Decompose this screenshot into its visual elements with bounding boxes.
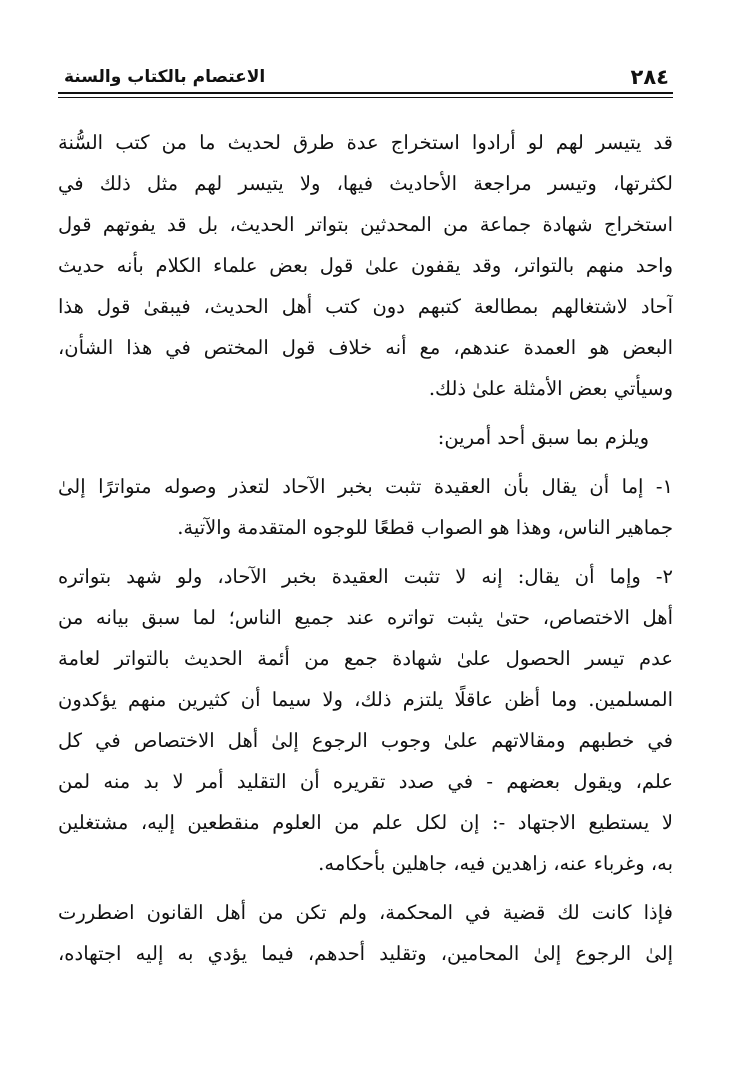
text-line: جماهير الناس، وهذا هو الصواب قطعًا للوجوه المتقدمة والآتية. [177, 516, 673, 539]
text-line: واحد منهم بالتواتر، وقد يقفون علىٰ قول بعض علماء الكلام بأنه حديث [58, 254, 673, 277]
text-line: أهل الاختصاص، حتىٰ يثبت تواتره عند جميع الناس؛ لما سبق بيانه من [58, 606, 673, 629]
text-line: إلىٰ الرجوع إلىٰ المحامين، وتقليد أحدهم، فيما يؤدي به إليه اجتهاده، [58, 942, 673, 965]
paragraph-3 [58, 466, 673, 548]
paragraph-1 [58, 122, 673, 409]
text-line: المسلمين. وما أظن عاقلًا يلتزم ذلك، ولا سيما أن كثيرين منهم يؤكدون [58, 688, 673, 711]
paragraph-2 [58, 417, 673, 458]
header-rule [58, 92, 673, 94]
text-line: علم، ويقول بعضهم - في صدد تقريره أن التقليد أمر لا بد منه لمن [58, 770, 673, 793]
text-line: ويلزم بما سبق أحد أمرين: [437, 426, 649, 449]
text-line: لكثرتها، وتيسر مراجعة الأحاديث فيها، ولا يتيسر لهم مثل ذلك في [58, 172, 673, 195]
text-line: لا يستطيع الاجتهاد -: إن لكل علم من العلوم منقطعين إليه، مشتغلين [58, 811, 673, 834]
running-title: الاعتصام بالكتاب والسنة [64, 67, 266, 87]
text-line: ٢- وإما أن يقال: إنه لا تثبت العقيدة بخبر الآحاد، ولو شهد بتواتره [58, 565, 673, 588]
page-number: ٢٨٤ [630, 65, 669, 89]
text-line: آحاد لاشتغالهم بمطالعة كتبهم دون كتب أهل الحديث، فيبقىٰ قول هذا [58, 295, 673, 318]
paragraph-4 [58, 556, 673, 884]
text-line: قد يتيسر لهم لو أرادوا استخراج عدة طرق لحديث ما من كتب السُّنة [58, 131, 673, 154]
page-header [58, 62, 673, 96]
book-page [58, 52, 673, 1072]
text-line: ١- إما أن يقال بأن العقيدة تثبت بخبر الآحاد لتعذر وصوله متواترًا إلىٰ [58, 475, 673, 498]
text-line: البعض هو العمدة عندهم، مع أنه خلاف قول المختص في هذا الشأن، [58, 336, 673, 359]
text-line: عدم تيسر الحصول علىٰ شهادة جمع من أئمة الحديث بالتواتر لعامة [58, 647, 673, 670]
text-line: به، وغرباء عنه، زاهدين فيه، جاهلين بأحكامه. [318, 852, 673, 875]
text-line: استخراج شهادة جماعة من المحدثين بتواتر الحديث، بل قد يفوتهم قول [58, 213, 673, 236]
text-line: فإذا كانت لك قضية في المحكمة، ولم تكن من أهل القانون اضطررت [58, 901, 673, 924]
text-line: في خطبهم ومقالاتهم علىٰ وجوب الرجوع إلىٰ أهل الاختصاص في كل [58, 729, 673, 752]
paragraph-5 [58, 892, 673, 974]
text-line: وسيأتي بعض الأمثلة علىٰ ذلك. [428, 377, 673, 400]
body-text [58, 122, 673, 974]
header-rule-thin [58, 97, 673, 98]
